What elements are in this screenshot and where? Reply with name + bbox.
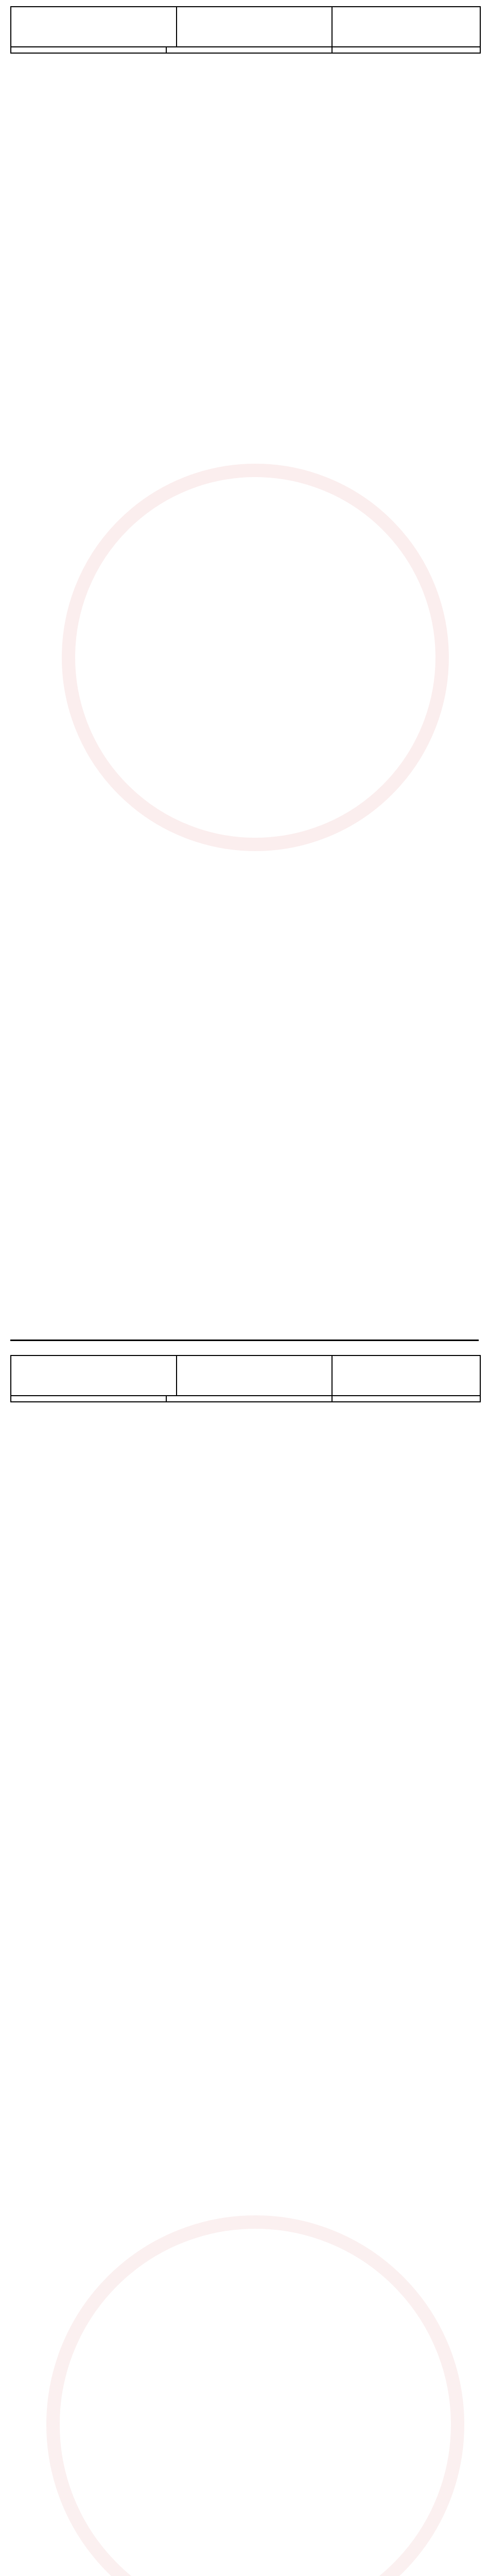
marks: [333, 46, 480, 53]
paper-type: [167, 46, 333, 53]
essay-header: [10, 1355, 481, 1396]
paper-type: [167, 1395, 333, 1401]
essay-subheader: [10, 1395, 481, 1402]
objective-header: [10, 6, 481, 47]
objective-subheader: [10, 46, 481, 54]
watermark-seal: [46, 2215, 464, 2576]
divider: [10, 1340, 479, 1341]
time: [11, 46, 167, 53]
marks: [333, 1395, 480, 1401]
time: [11, 1395, 167, 1401]
watermark-seal: [62, 464, 449, 851]
